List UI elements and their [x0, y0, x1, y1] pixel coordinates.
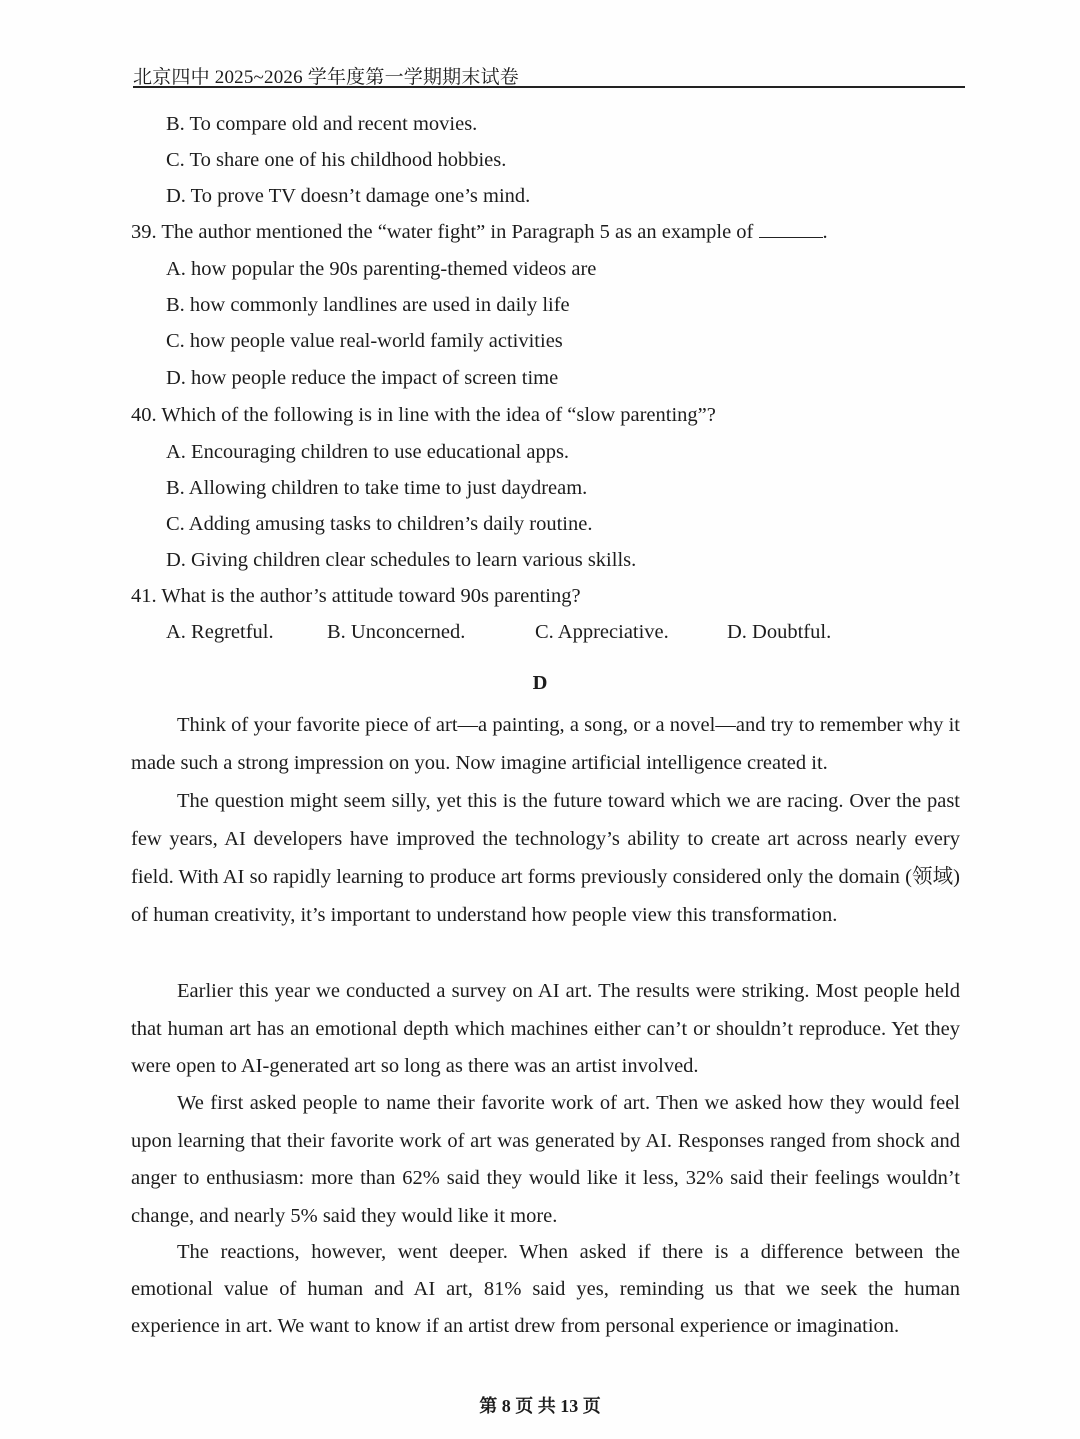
q41-option-d: D. Doubtful.	[727, 621, 832, 643]
paragraph-text: Think of your favorite piece of art—a painting, a song, or a novel—and try to remember why it made such a strong impression on you. Now imagine artificial intelligence created it.	[131, 714, 960, 774]
q38-option-c: C. To share one of his childhood hobbies.	[166, 149, 507, 171]
q41-option-a: A. Regretful.	[166, 621, 274, 643]
passage-paragraph-3	[131, 973, 960, 1086]
q40-option-a: A. Encouraging children to use educational apps.	[166, 441, 570, 463]
paragraph-text: The reactions, however, went deeper. When asked if there is a difference between the emotional value of human and AI art, 81% said yes, reminding us that we seek the human experience in art. We want to know if an artist drew from personal experience or imagination.	[131, 1241, 960, 1337]
q39-option-d: D. how people reduce the impact of screen time	[166, 367, 559, 389]
paragraph-text: We first asked people to name their favorite work of art. Then we asked how they would feel upon learning that their favorite work of art was generated by AI. Responses ranged from shock and anger to enthusiasm: more than 62% said they would like it less, 32% said their feelings wouldn’t change, and nearly 5% said they would like it more.	[131, 1092, 960, 1227]
passage-paragraph-5	[131, 1234, 960, 1345]
q39-stem-text: 39. The author mentioned the “water fight” in Paragraph 5 as an example of	[131, 221, 754, 243]
q38-option-d: D. To prove TV doesn’t damage one’s mind.	[166, 185, 531, 207]
exam-header-title: 北京四中 2025~2026 学年度第一学期期末试卷	[133, 67, 519, 88]
q41-option-b: B. Unconcerned.	[327, 621, 466, 643]
q40-stem: 40. Which of the following is in line with the idea of “slow parenting”?	[131, 404, 716, 426]
q40-option-d: D. Giving children clear schedules to learn various skills.	[166, 549, 637, 571]
q40-option-b: B. Allowing children to take time to just daydream.	[166, 477, 588, 499]
q39-stem	[131, 220, 828, 244]
paragraph-text: The question might seem silly, yet this is the future toward which we are racing. Over the past few years, AI developers have improved the technology’s ability to create art across nearly every field. With AI so rapidly learning to produce art forms previously considered only the domain (领域) of human creativity, it’s important to understand how people view this transformation.	[131, 790, 960, 926]
q40-option-c: C. Adding amusing tasks to children’s daily routine.	[166, 513, 593, 535]
page-number: 第 8 页 共 13 页	[479, 1396, 601, 1416]
q41-option-c: C. Appreciative.	[535, 621, 669, 643]
section-heading: D	[532, 672, 548, 694]
paragraph-text: Earlier this year we conducted a survey on AI art. The results were striking. Most people held that human art has an emotional depth which machines either can’t or shouldn’t reproduce. Yet they were open to AI-generated art so long as there was an artist involved.	[131, 980, 960, 1077]
q41-options-row	[0, 620, 1080, 646]
passage-paragraph-4	[131, 1085, 960, 1235]
q38-option-b: B. To compare old and recent movies.	[166, 113, 478, 135]
q39-stem-end: .	[822, 221, 828, 243]
q39-option-a: A. how popular the 90s parenting-themed videos are	[166, 258, 597, 280]
passage-paragraph-2	[131, 782, 960, 934]
passage-paragraph-1	[131, 707, 960, 782]
q39-option-b: B. how commonly landlines are used in daily life	[166, 294, 570, 316]
q39-option-c: C. how people value real-world family activities	[166, 330, 563, 352]
answer-blank	[759, 221, 823, 238]
header-divider	[133, 86, 965, 88]
q41-stem: 41. What is the author’s attitude toward 90s parenting?	[131, 585, 581, 607]
